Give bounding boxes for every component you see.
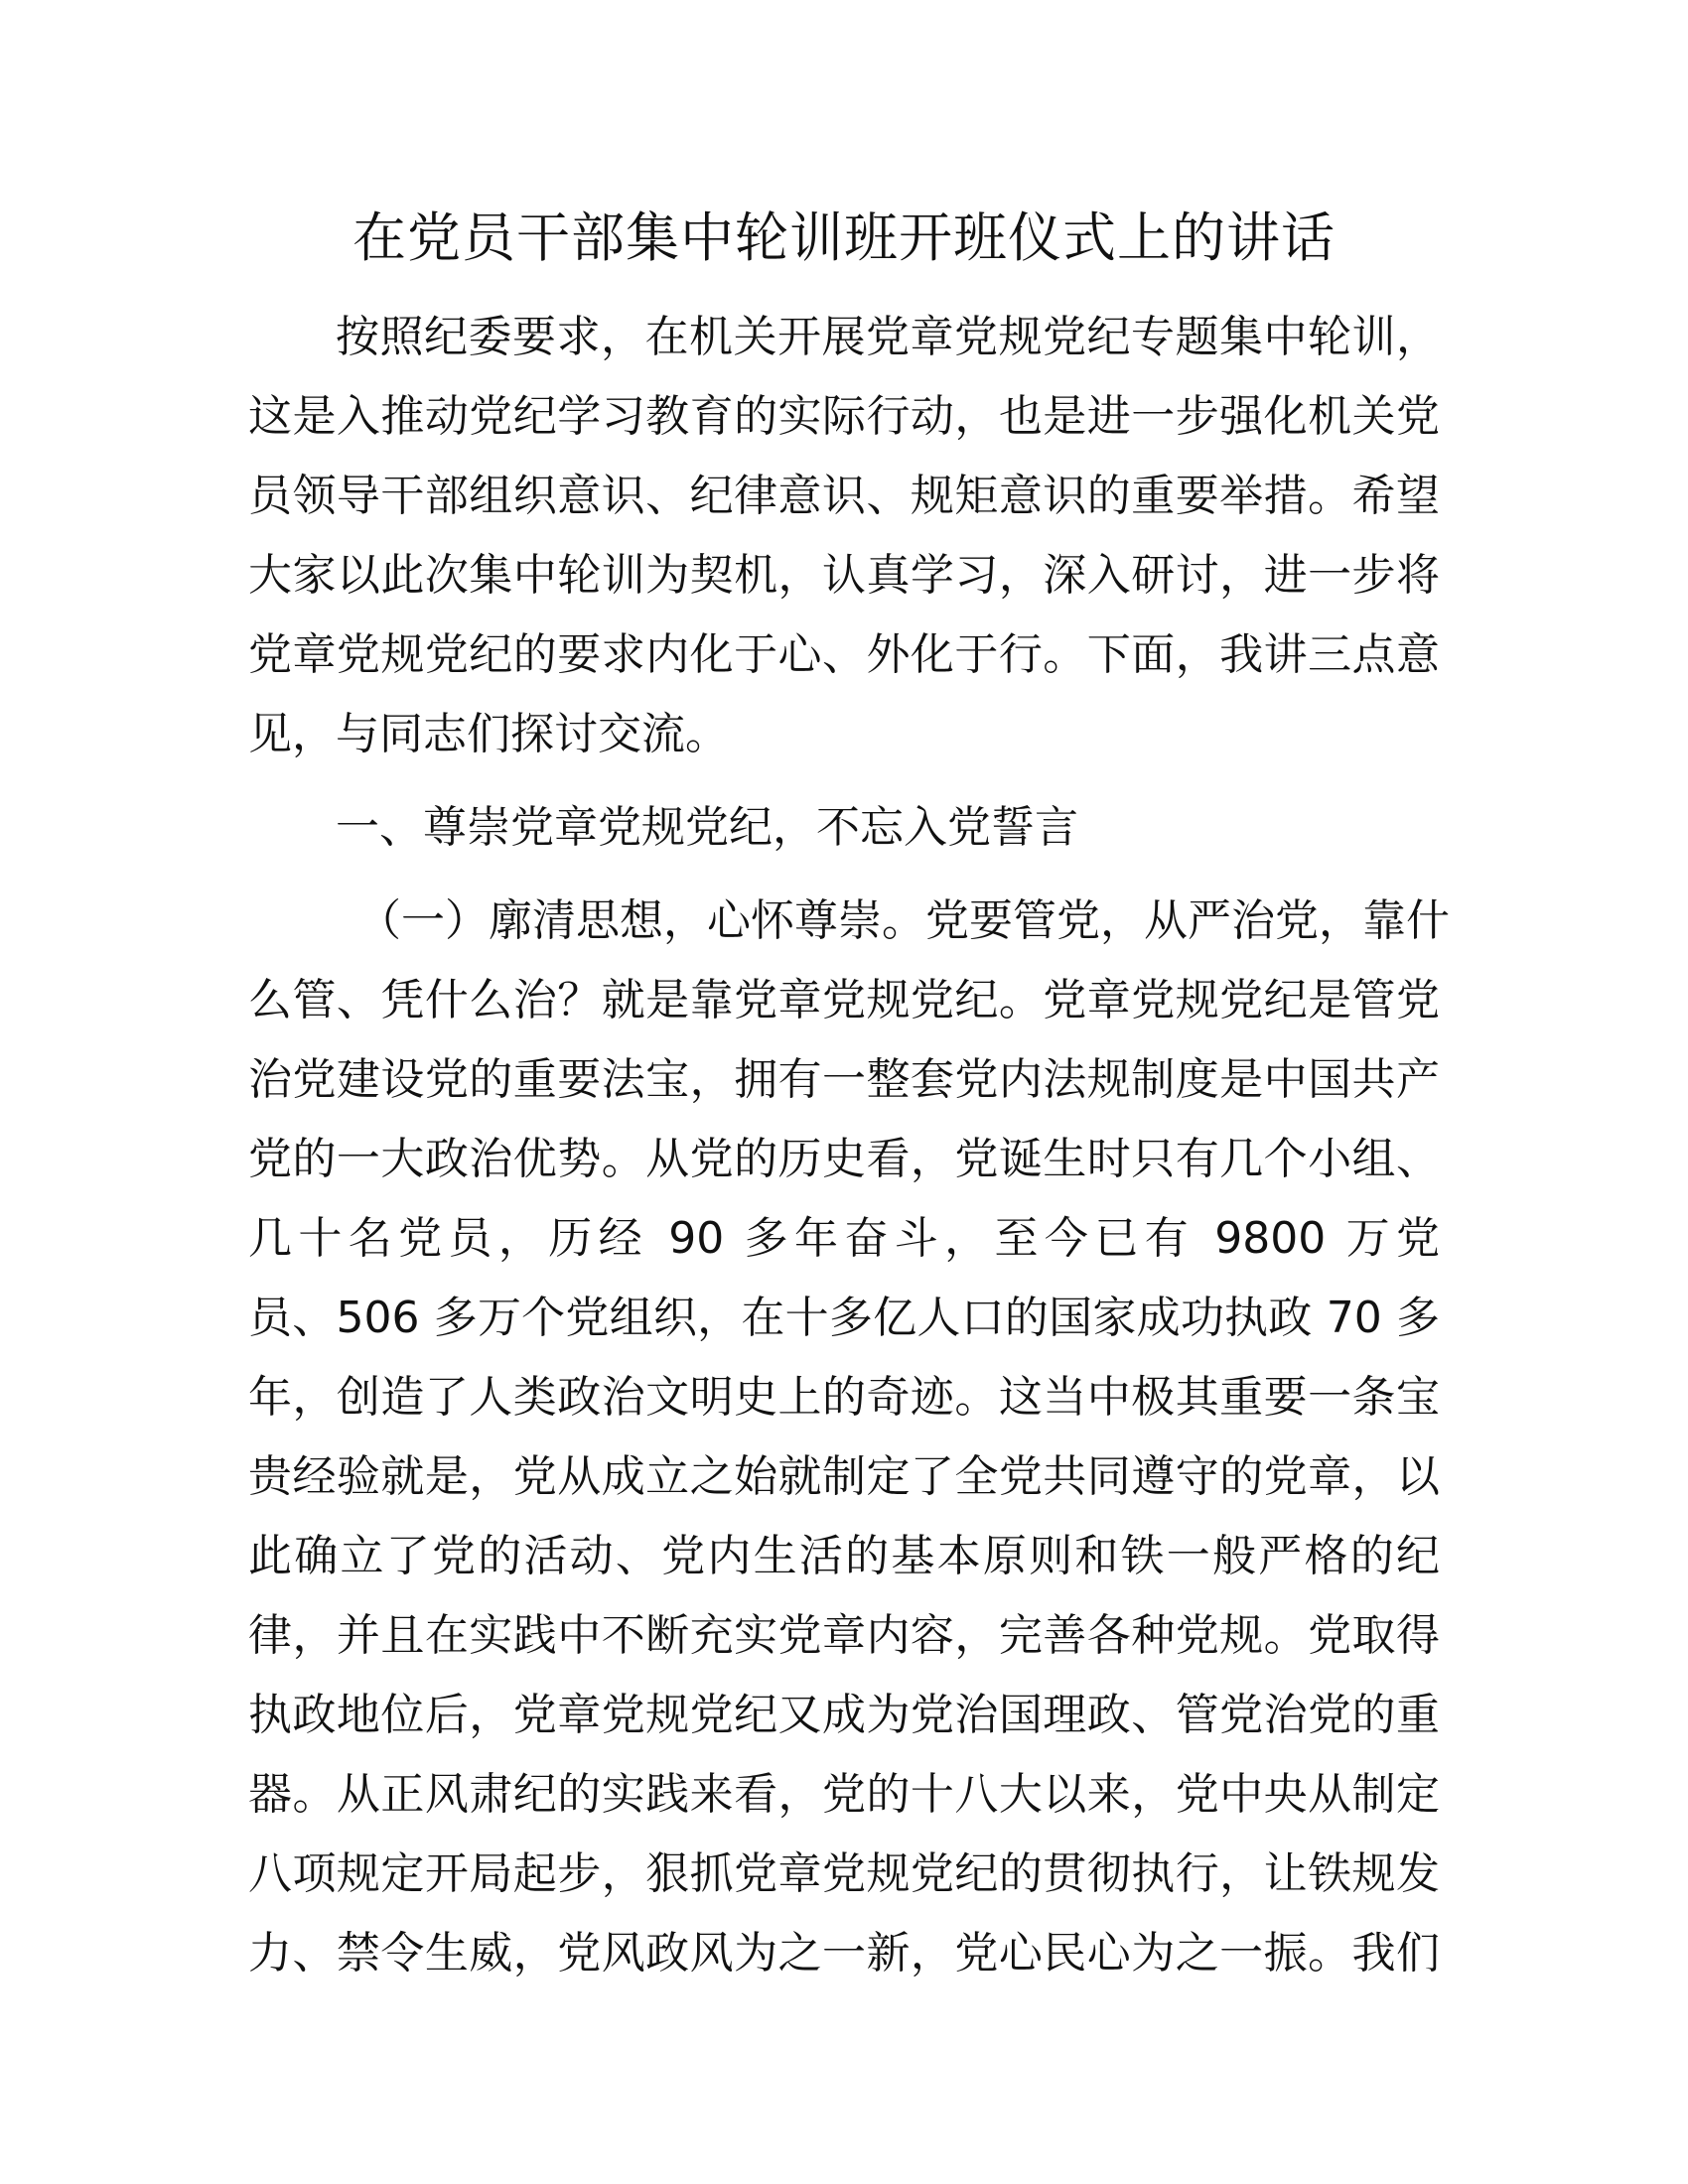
paragraph-line: 贵经验就是，党从成立之始就制定了全党共同遵守的党章，以 bbox=[248, 1451, 1440, 1502]
paragraph-line: 按照纪委要求，在机关开展党章党规党纪专题集中轮训， bbox=[336, 312, 1440, 362]
paragraph-line: 员、506 多万个党组织，在十多亿人口的国家成功执政 70 多 bbox=[248, 1293, 1440, 1343]
paragraph-line: 器。从正风肃纪的实践来看，党的十八大以来，党中央从制定 bbox=[248, 1769, 1440, 1820]
paragraph-line: 此确立了党的活动、党内生活的基本原则和铁一般严格的纪 bbox=[248, 1531, 1440, 1581]
paragraph-line: 执政地位后，党章党规党纪又成为党治国理政、管党治党的重 bbox=[248, 1690, 1440, 1740]
paragraph-line: 几十名党员，历经 90 多年奋斗，至今已有 9800 万党 bbox=[248, 1213, 1440, 1264]
paragraph-line: 八项规定开局起步，狠抓党章党规党纪的贯彻执行，让铁规发 bbox=[248, 1848, 1440, 1899]
paragraph-line: 大家以此次集中轮训为契机，认真学习，深入研讨，进一步将 bbox=[248, 550, 1440, 601]
section-paragraph bbox=[248, 882, 1450, 1993]
paragraph-line: （一）廓清思想，心怀尊崇。党要管党，从严治党，靠什 bbox=[357, 895, 1450, 946]
section-heading: 一、尊崇党章党规党纪，不忘入党誓言 bbox=[336, 802, 1078, 853]
intro-paragraph bbox=[248, 298, 1440, 774]
paragraph-line: 么管、凭什么治？就是靠党章党规党纪。党章党规党纪是管党 bbox=[248, 975, 1440, 1025]
page-title: 在党员干部集中轮训班开班仪式上的讲话 bbox=[352, 206, 1336, 269]
paragraph-line: 员领导干部组织意识、纪律意识、规矩意识的重要举措。希望 bbox=[248, 471, 1440, 521]
paragraph-line: 党章党规党纪的要求内化于心、外化于行。下面，我讲三点意 bbox=[248, 629, 1440, 680]
paragraph-line: 律，并且在实践中不断充实党章内容，完善各种党规。党取得 bbox=[248, 1610, 1440, 1661]
paragraph-line: 见，与同志们探讨交流。 bbox=[248, 709, 729, 759]
paragraph-line: 力、禁令生威，党风政风为之一新，党心民心为之一振。我们 bbox=[248, 1928, 1440, 1979]
paragraph-line: 年，创造了人类政治文明史上的奇迹。这当中极其重要一条宝 bbox=[248, 1372, 1440, 1423]
paragraph-line: 治党建设党的重要法宝，拥有一整套党内法规制度是中国共产 bbox=[248, 1054, 1440, 1105]
paragraph-line: 这是入推动党纪学习教育的实际行动，也是进一步强化机关党 bbox=[248, 391, 1440, 442]
paragraph-line: 党的一大政治优势。从党的历史看，党诞生时只有几个小组、 bbox=[248, 1134, 1440, 1184]
document-body bbox=[248, 298, 1450, 1993]
